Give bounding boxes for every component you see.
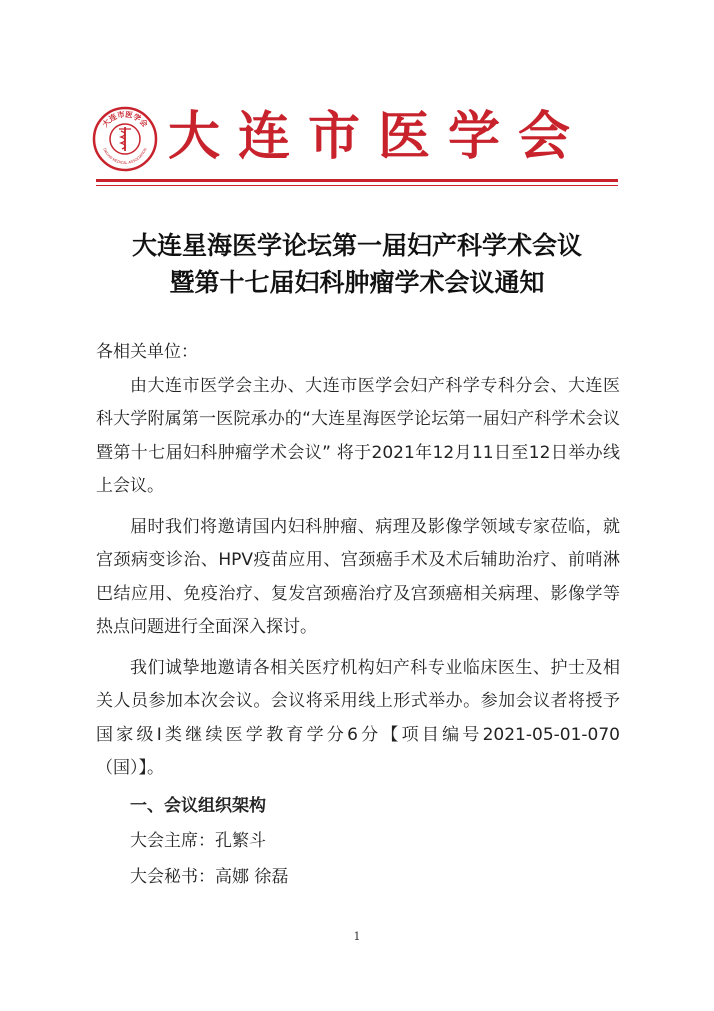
letterhead-divider-thick (96, 179, 618, 182)
notice-title-line-2: 暨第十七届妇科肿瘤学术会议通知 (169, 268, 545, 297)
notice-body (96, 336, 620, 895)
paragraph-invitation: 我们诚挚地邀请各相关医疗机构妇产科专业临床医生、护士及相关人员参加本次会议。会议将采用线上形式举办。参加会议者将授予国家级Ⅰ类继续医学教育学分6分【项目编号2021-05-01-070（国）】。 (96, 657, 620, 778)
section-heading-organization: 一、会议组织架构 (130, 795, 266, 816)
salutation: 各相关单位： (96, 342, 198, 362)
seal-bottom-text: DALIAN MEDICAL ASSOCIATION (102, 147, 148, 166)
organization-name: 大连市医学会 (168, 106, 589, 167)
medical-association-seal-icon (92, 106, 158, 172)
chairman-line: 大会主席：孔繁斗 (130, 831, 266, 851)
secretary-line: 大会秘书：高娜 徐磊 (130, 867, 289, 887)
notice-title-line-1: 大连星海医学论坛第一届妇产科学术会议 (131, 231, 582, 260)
letterhead-divider-thin (96, 185, 618, 186)
paragraph-organizers: 由大连市医学会主办、大连市医学会妇产科学专科分会、大连医科大学附属第一医院承办的“大连星海医学论坛第一届妇产科学术会议暨第十七届妇科肿瘤学术会议” 将于2021年12月11日至12日举办线上会议。 (96, 375, 620, 496)
page-number: 1 (353, 930, 361, 943)
seal-top-text: 大连市医学会 (100, 109, 150, 129)
paragraph-topics: 届时我们将邀请国内妇科肿瘤、病理及影像学领域专家莅临，就宫颈病变诊治、HPV疫苗应用、宫颈癌手术及术后辅助治疗、前哨淋巴结应用、免疫治疗、复发宫颈癌治疗及宫颈癌相关病理、影像学等热点问题进行全面深入探讨。 (96, 516, 620, 637)
